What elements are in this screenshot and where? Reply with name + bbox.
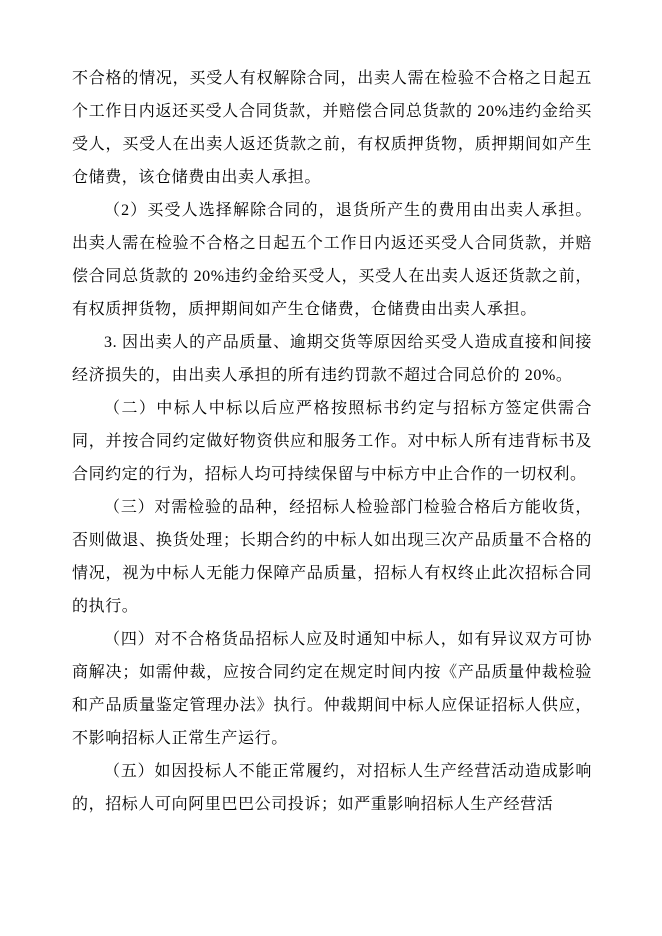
paragraph-section-3: （三）对需检验的品种，经招标人检验部门检验合格后方能收货，否则做退、换货处理；长期合约的中标人如出现三次产品质量不合格的情况，视为中标人无能力保障产品质量，招标人有权终止此次招标合同的执行。 [72,499,592,615]
document-body [72,62,592,821]
paragraph-continuation: 不合格的情况，买受人有权解除合同，出卖人需在检验不合格之日起五个工作日内返还买受人合同货款，并赔偿合同总货款的 20%违约金给买受人，买受人在出卖人返还货款之前，有权质押货物，质押期间如产生仓储费，该仓储费由出卖人承担。 [72,70,592,186]
paragraph-section-2: （二）中标人中标以后应严格按照标书约定与招标方签定供需合同，并按合同约定做好物资供应和服务工作。对中标人所有违背标书及合同约定的行为，招标人均可持续保留与中标方中止合作的一切权利。 [72,400,592,483]
paragraph-item-2: （2）买受人选择解除合同的，退货所产生的费用由出卖人承担。出卖人需在检验不合格之日起五个工作日内返还买受人合同货款，并赔偿合同总货款的 20%违约金给买受人，买受人在出卖人返还货款之前，有权质押货物，质押期间如产生仓储费，仓储费由出卖人承担。 [72,202,592,318]
paragraph-clause-3: 3. 因出卖人的产品质量、逾期交货等原因给买受人造成直接和间接经济损失的，由出卖人承担的所有违约罚款不超过合同总价的 20%。 [72,334,592,384]
paragraph-section-5: （五）如因投标人不能正常履约，对招标人生产经营活动造成影响的，招标人可向阿里巴巴公司投诉；如严重影响招标人生产经营活 [72,763,592,813]
paragraph-section-4: （四）对不合格货品招标人应及时通知中标人，如有异议双方可协商解决；如需仲裁，应按合同约定在规定时间内按《产品质量仲裁检验和产品质量鉴定管理办法》执行。仲裁期间中标人应保证招标人供应，不影响招标人正常生产运行。 [72,631,592,747]
